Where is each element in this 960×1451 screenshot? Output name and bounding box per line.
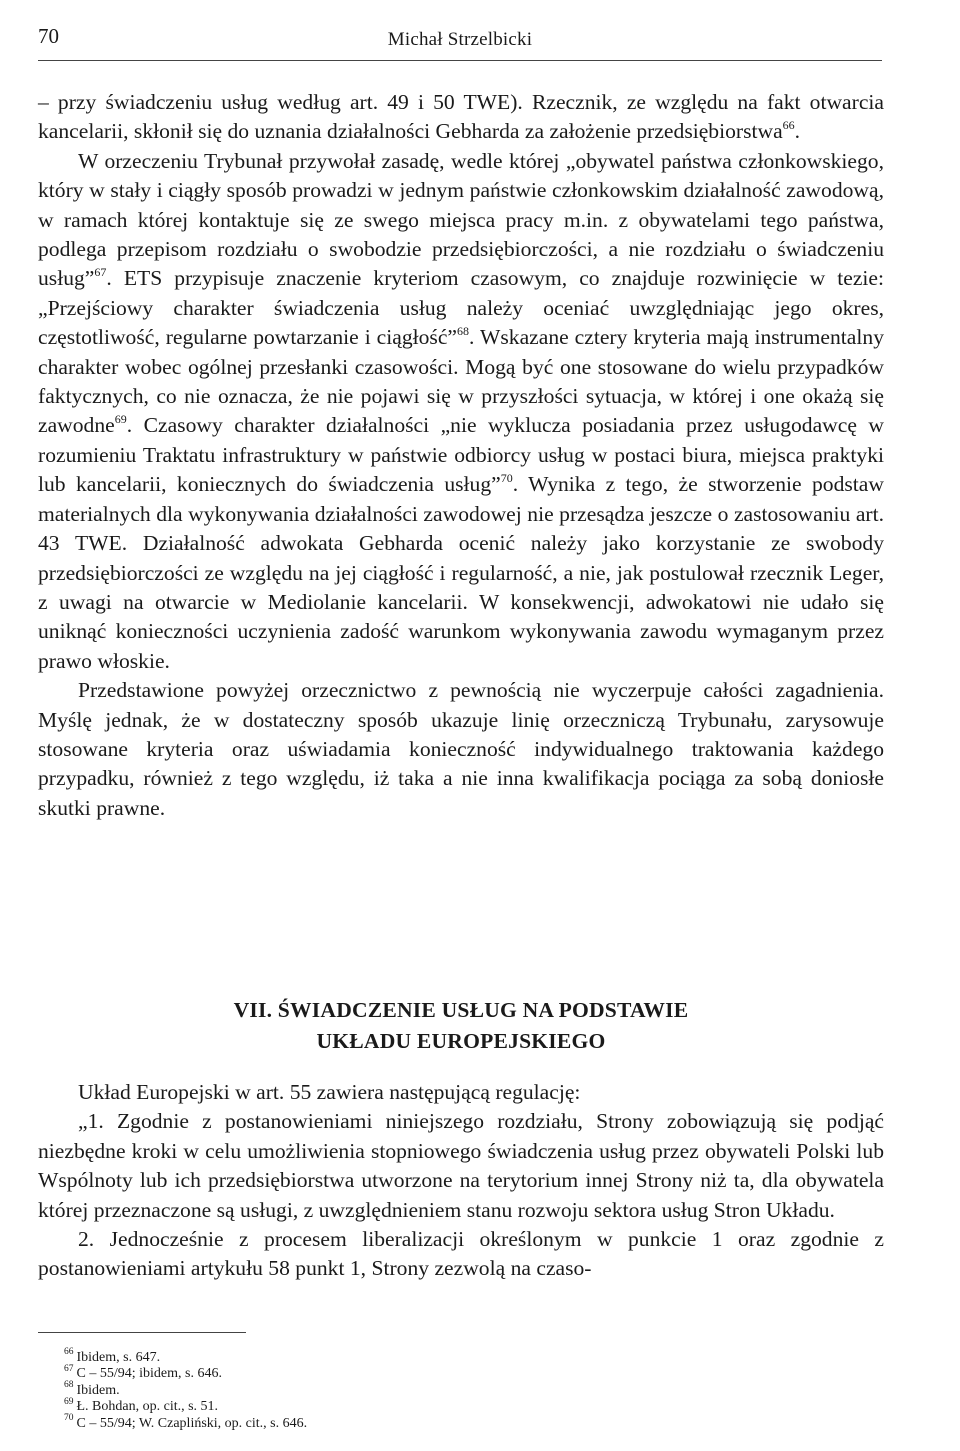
quote-paragraph-2: 2. Jednocześnie z procesem liberalizacji określonym w punkcie 1 oraz zgodnie z postanowieniami artykułu 58 punkt 1, Strony zezwolą na czaso- xyxy=(38,1227,884,1281)
section-heading-line-1: VII. ŚWIADCZENIE USŁUG NA PODSTAWIE xyxy=(233,998,689,1022)
page-header xyxy=(38,26,882,61)
quote-intro: Układ Europejski w art. 55 zawiera następującą regulację: xyxy=(78,1080,581,1104)
footnote-ref-70: 70 xyxy=(500,471,513,486)
paragraph-1: – przy świadczeniu usług według art. 49 i 50 TWE). Rzecznik, ze względu na fakt otwarcia kancelarii, skłonił się do uznania działalności Gebharda za założenie przedsiębiorstwa$^{66}$. xyxy=(38,90,884,144)
footnote-ref-69: 69 xyxy=(114,412,127,427)
footnote-70: $^{70}$ C – 55/94; W. Czapliński, op. cit., s. 646. xyxy=(64,1412,308,1431)
footnote-69: $^{69}$ Ł. Bohdan, op. cit., s. 51. xyxy=(64,1396,219,1415)
footnote-divider xyxy=(38,1332,246,1333)
footnote-67: $^{67}$ C – 55/94; ibidem, s. 646. xyxy=(64,1363,222,1382)
footnote-68: $^{68}$ Ibidem. xyxy=(64,1380,120,1398)
paragraph-3: Przedstawione powyżej orzecznictwo z pewnością nie wyczerpuje całości zagadnienia. Myślę jednak, że w dostateczny sposób ukazuje linię orzeczniczą Trybunału, zarysowuje stosowane kryteria oraz uświadamia konieczność indywidualnego traktowania każdego przypadku, również z tego względu, iż taka a nie inna kwalifikacja pociąga za sobą doniosłe skutki prawne. xyxy=(38,678,884,820)
page-number: 70 xyxy=(38,24,59,48)
paragraph-2: W orzeczeniu Trybunał przywołał zasadę, wedle której „obywatel państwa członkowskiego, który w stały i ciągły sposób prowadzi w jednym państwie członkowskim działalność zawodową, w ramach której kontaktuje się ze swego miejsca pracy m.in. z obywatelami tego państwa, podlega przepisom rozdziału o swobodzie przedsiębiorczości, a nie rozdziału o świadczeniu usług”$^{67}$. ETS przypisuje znaczenie kryteriom czasowym, co znajduje rozwinięcie w tezie: „Przejściowy charakter świadczenia usług należy oceniać uwzględniając jego okres, częstotliwość, regularne powtarzanie i ciągłość”$^{68}$. Wskazane cztery kryteria mają instrumentalny charakter wobec ogólnej przesłanki czasowości. Mogą być one stosowane do wielu przypadków faktycznych, co nie oznacza, że nie pojawi się w przyszłości sytuacja, w której i one okażą się zawodne$^{69}$. Czasowy charakter działalności „nie wyklucza posiadania przez usługodawcę w rozumieniu Traktatu infrastruktury w państwie odbiorcy usług w postaci biura, miejsca praktyki lub kancelarii, koniecznych do świadczenia usług”$^{70}$. Wynika z tego, że stworzenie podstaw materialnych dla wykonywania działalności zawodowej nie przesądza jeszcze o zastosowaniu art. 43 TWE. Działalność adwokata Gebharda ocenić należy jako korzystanie ze swobody przedsiębiorczości ze względu na jej ciągłość i regularność, a nie, jak postulował rzecznik Leger, z uwagi na otwarcie w Mediolanie kancelarii. W konsekwencji, adwokatowi nie udało się uniknąć konieczności uczynienia zadość warunkom wykonywania zawodu wymaganym przez prawo włoskie. xyxy=(38,148,884,673)
footnotes xyxy=(64,1347,308,1432)
footnote-ref-68: 68 xyxy=(457,324,469,339)
section-heading-line-2: UKŁADU EUROPEJSKIEGO xyxy=(316,1029,606,1053)
footnote-66: $^{66}$ Ibidem, s. 647. xyxy=(64,1347,161,1365)
footnote-ref-66: 66 xyxy=(782,118,795,133)
quote-paragraph-1: „1. Zgodnie z postanowieniami niniejszego rozdziału, Strony zobowiązują się podjąć niezbędne kroki w celu umożliwienia stopniowego świadczenia usług przez obywateli Polski lub Wspólnoty lub ich przedsiębiorstwa utworzone na terytorium innej Strony niż ta, dla obywatela której przeznaczone są usługi, z uwzględnieniem stanu rozwoju sektora usług Stron Układu. xyxy=(38,1109,884,1222)
quote-block xyxy=(38,1078,884,1284)
footnote-ref-67: 67 xyxy=(94,265,107,280)
running-head-author: Michał Strzelbicki xyxy=(387,29,533,50)
section-heading xyxy=(38,995,884,1057)
body-text xyxy=(38,88,884,823)
